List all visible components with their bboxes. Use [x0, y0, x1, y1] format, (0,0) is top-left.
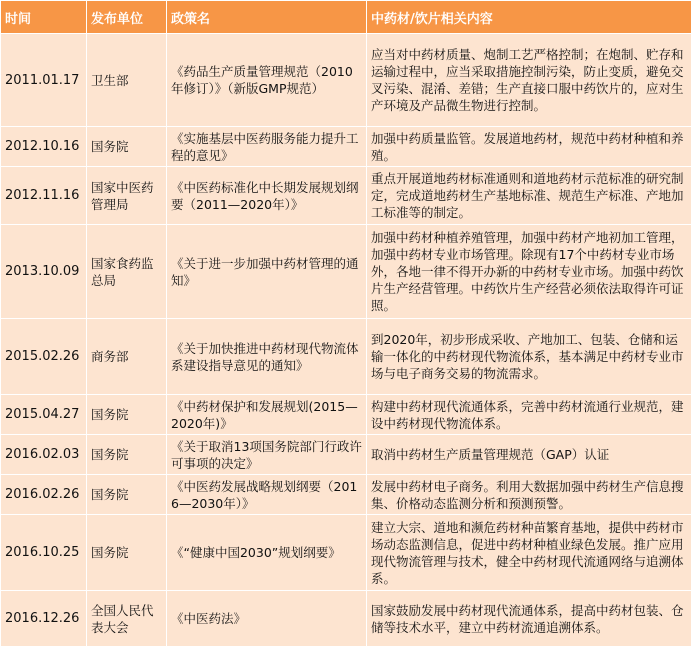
- row-policy: 《中医药法》: [167, 591, 367, 647]
- row-policy: 《药品生产质量管理规范（2010年修订）》（新版GMP规范）: [167, 34, 367, 127]
- header-policy: 政策名: [167, 1, 367, 34]
- row-policy: 《关于进一步加强中药材管理的通知》: [167, 225, 367, 319]
- row-policy: 《中医药发展战略规划纲要（2016—2030年）》: [167, 475, 367, 515]
- row-date: 2015.02.26: [1, 319, 87, 395]
- row-date: 2015.04.27: [1, 395, 87, 435]
- header-issuer: 发布单位: [87, 1, 167, 34]
- table-row: [1, 395, 691, 435]
- row-date: 2011.01.17: [1, 34, 87, 127]
- row-date: 2016.02.26: [1, 475, 87, 515]
- row-issuer: 国务院: [87, 127, 167, 167]
- row-content: 发展中药材电子商务。利用大数据加强中药材生产信息搜集、价格动态监测分析和预测预警。: [367, 475, 691, 515]
- row-issuer: 国家食药监总局: [87, 225, 167, 319]
- row-policy: 《关于加快推进中药材现代物流体系建设指导意见的通知》: [167, 319, 367, 395]
- row-content: 重点开展道地药材标准通则和道地药材示范标准的研究制定，完成道地药材生产基地标准、规范生产标准、产地加工标准等的制定。: [367, 167, 691, 225]
- row-date: 2012.11.16: [1, 167, 87, 225]
- row-date: 2013.10.09: [1, 225, 87, 319]
- table-row: [1, 515, 691, 591]
- row-policy: 《实施基层中医药服务能力提升工程的意见》: [167, 127, 367, 167]
- row-content: 应当对中药材质量、炮制工艺严格控制；在炮制、贮存和运输过程中，应当采取措施控制污染，防止变质，避免交叉污染、混淆、差错；生产直接口服中药饮片的，应对生产环境及产品微生物进行控制。: [367, 34, 691, 127]
- table-row: [1, 475, 691, 515]
- row-date: 2016.02.03: [1, 435, 87, 475]
- table-row: [1, 34, 691, 127]
- row-issuer: 国务院: [87, 475, 167, 515]
- row-content: 取消中药材生产质量管理规范（GAP）认证: [367, 435, 691, 475]
- table-row: [1, 127, 691, 167]
- header-time: 时间: [1, 1, 87, 34]
- row-date: 2016.10.25: [1, 515, 87, 591]
- row-policy: 《中药材保护和发展规划(2015—2020年)》: [167, 395, 367, 435]
- row-policy: 《关于取消13项国务院部门行政许可事项的决定》: [167, 435, 367, 475]
- row-issuer: 商务部: [87, 319, 167, 395]
- table-row: [1, 591, 691, 647]
- row-issuer: 国务院: [87, 515, 167, 591]
- row-content: 国家鼓励发展中药材现代流通体系，提高中药材包装、仓储等技术水平，建立中药材流通追溯体系。: [367, 591, 691, 647]
- table-row: [1, 167, 691, 225]
- header-content: 中药材/饮片相关内容: [367, 1, 691, 34]
- row-policy: 《中医药标准化中长期发展规划纲要（2011—2020年）》: [167, 167, 367, 225]
- row-content: 建立大宗、道地和濒危药材种苗繁育基地，提供中药材市场动态监测信息，促进中药材种植业绿色发展。推广应用现代物流管理与技术，健全中药材现代流通网络与追溯体系。: [367, 515, 691, 591]
- row-date: 2012.10.16: [1, 127, 87, 167]
- row-content: 构建中药材现代流通体系，完善中药材流通行业规范，建设中药材现代物流体系。: [367, 395, 691, 435]
- row-issuer: 卫生部: [87, 34, 167, 127]
- row-content: 加强中药质量监管。发展道地药材，规范中药材种植和养殖。: [367, 127, 691, 167]
- table-row: [1, 225, 691, 319]
- row-policy: 《“健康中国2030”规划纲要》: [167, 515, 367, 591]
- row-issuer: 国务院: [87, 435, 167, 475]
- header-row: [1, 1, 691, 34]
- table-row: [1, 435, 691, 475]
- row-issuer: 国务院: [87, 395, 167, 435]
- row-issuer: 国家中医药管理局: [87, 167, 167, 225]
- row-content: 加强中药材种植养殖管理，加强中药材产地初加工管理，加强中药材专业市场管理。除现有17个中药材专业市场外，各地一律不得开办新的中药材专业市场。加强中药饮片生产经营管理。中药饮片生产经营必须依法取得许可证照。: [367, 225, 691, 319]
- row-content: 到2020年，初步形成采收、产地加工、包装、仓储和运输一体化的中药材现代物流体系，基本满足中药材专业市场与电子商务交易的物流需求。: [367, 319, 691, 395]
- row-issuer: 全国人民代表大会: [87, 591, 167, 647]
- table-row: [1, 319, 691, 395]
- row-date: 2016.12.26: [1, 591, 87, 647]
